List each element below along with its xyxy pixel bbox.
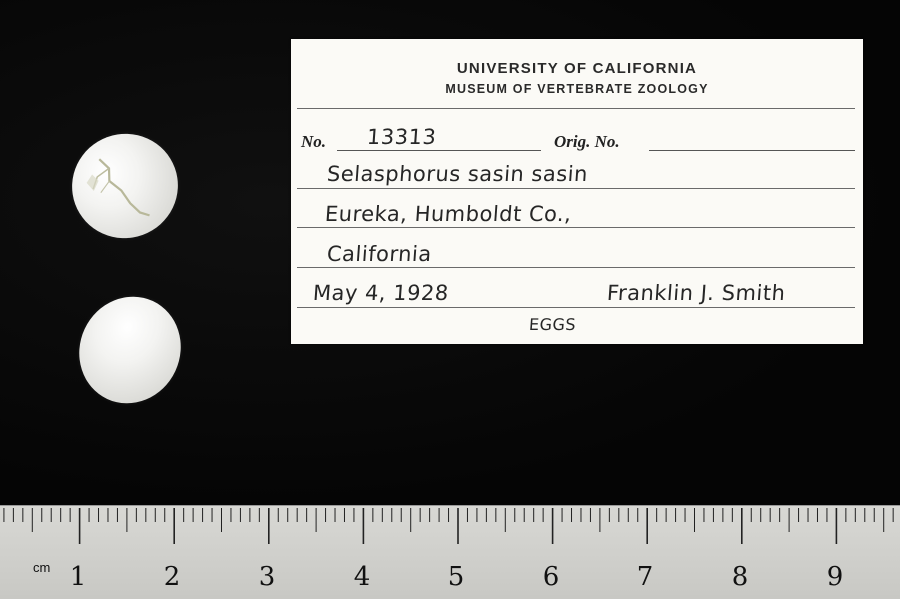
ruler-number-4: 4: [353, 562, 371, 592]
ruler-number-7: 7: [636, 562, 654, 592]
catalog-number: 13313: [366, 125, 438, 149]
collector-name: Franklin J. Smith: [606, 281, 787, 305]
orig-no-label: Orig. No.: [554, 132, 620, 151]
centimeter-ruler: [0, 505, 900, 599]
ruler-number-3: 3: [258, 562, 276, 592]
specimen-type: EGGS: [528, 315, 577, 334]
no-label: No.: [301, 132, 327, 151]
institution-title: UNIVERSITY OF CALIFORNIA: [456, 60, 698, 77]
label-rule-5: [297, 307, 855, 308]
ruler-unit: cm: [33, 560, 51, 575]
ruler-number-2: 2: [163, 562, 181, 592]
ruler-number-1: 1: [69, 562, 87, 592]
label-rule-1: [297, 108, 855, 109]
species-name: Selasphorus sasin sasin: [326, 162, 589, 186]
ruler-number-8: 8: [731, 562, 749, 592]
ruler-number-9: 9: [826, 562, 844, 592]
collection-date: May 4, 1928: [312, 281, 450, 305]
locality-line-1: Eureka, Humboldt Co.,: [324, 202, 573, 226]
museum-title: MUSEUM OF VERTEBRATE ZOOLOGY: [445, 82, 709, 96]
specimen-label-card: [291, 39, 863, 344]
label-rule-4: [297, 267, 855, 268]
label-rule-3: [297, 227, 855, 228]
orig-no-underline: [649, 150, 855, 151]
ruler-number-5: 5: [447, 562, 465, 592]
label-rule-2: [297, 188, 855, 189]
no-underline: [337, 150, 541, 151]
ruler-number-6: 6: [542, 562, 560, 592]
locality-line-2: California: [326, 242, 433, 266]
